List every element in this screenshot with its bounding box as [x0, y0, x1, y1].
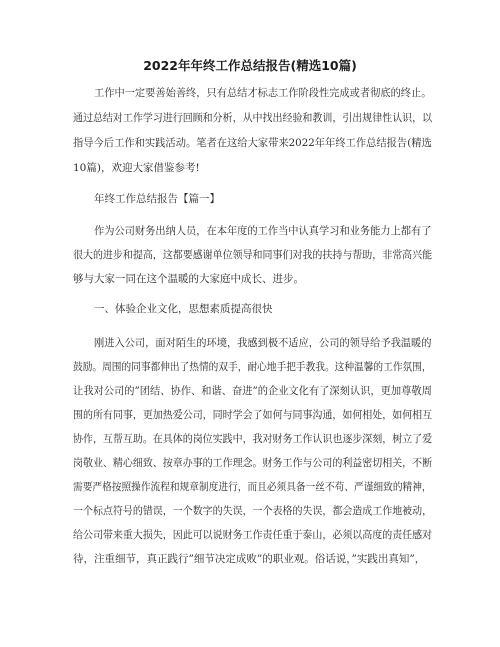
para1-line-3: 够与大家一同在这个温暖的大家庭中成长、进步。	[73, 273, 304, 285]
subheading: 一、体验企业文化，思想素质提高很快	[94, 303, 273, 315]
para2-line-3: 让我对公司的”团结、协作、和谐、奋进”的企业文化有了深刻认识，更加尊敬周	[73, 385, 432, 397]
para1-line-1: 作为公司财务出纳人员，在本年度的工作当中认真学习和业务能力上都有了	[94, 225, 432, 237]
section-heading: 年终工作总结报告【篇一】	[94, 193, 220, 205]
intro-line-3: 指导今后工作和实践活动。笔者在这给大家带来2022年年终工作总结报告(精选	[73, 137, 432, 149]
intro-line-4: 10篇)，欢迎大家借鉴参考!	[73, 162, 200, 174]
para2-line-6: 岗敬业、精心细致、按章办事的工作理念。财务工作与公司的利益密切相关，不断	[73, 457, 433, 469]
para2-line-8: 一个标点符号的错误，一个数字的失误，一个表格的失误，都会造成工作地被动，	[73, 505, 433, 517]
intro-line-2: 通过总结对工作学习进行回顾和分析，从中找出经验和教训，引出规律性认识，以	[73, 112, 433, 124]
intro-line-1: 工作中一定要善始善终，只有总结才标志工作阶段性完成或者彻底的终止。	[94, 87, 432, 99]
para2-line-5: 协作，互帮互助。在具体的岗位实践中，我对财务工作认识也逐步深刻，树立了爱	[73, 433, 433, 445]
para2-line-10: 待，注重细节，真正践行”细节决定成败”的职业观。俗话说，”实践出真知”，	[73, 553, 426, 565]
document-title: 2022年年终工作总结报告(精选10篇)	[143, 58, 357, 73]
para2-line-7: 需要严格按照操作流程和规章制度进行，而且必须具备一丝不苟、严谨细致的精神，	[73, 481, 432, 493]
para2-line-9: 给公司带来重大损失，因此可以说财务工作责任重于泰山，必须以高度的责任感对	[73, 529, 433, 541]
para2-line-1: 刚进入公司，面对陌生的环境，我感到极不适应，公司的领导给予我温暖的	[94, 337, 432, 349]
para2-line-2: 鼓励。周围的同事都伸出了热情的双手，耐心地手把手教我。这种温馨的工作氛围，	[73, 361, 432, 373]
para2-line-4: 围的所有同事，更加热爱公司，同时学会了如何与同事沟通，如何相处，如何相互	[73, 409, 433, 421]
para1-line-2: 很大的进步和提高，这都要感谢单位领导和同事们对我的扶持与帮助，非常高兴能	[73, 249, 433, 261]
